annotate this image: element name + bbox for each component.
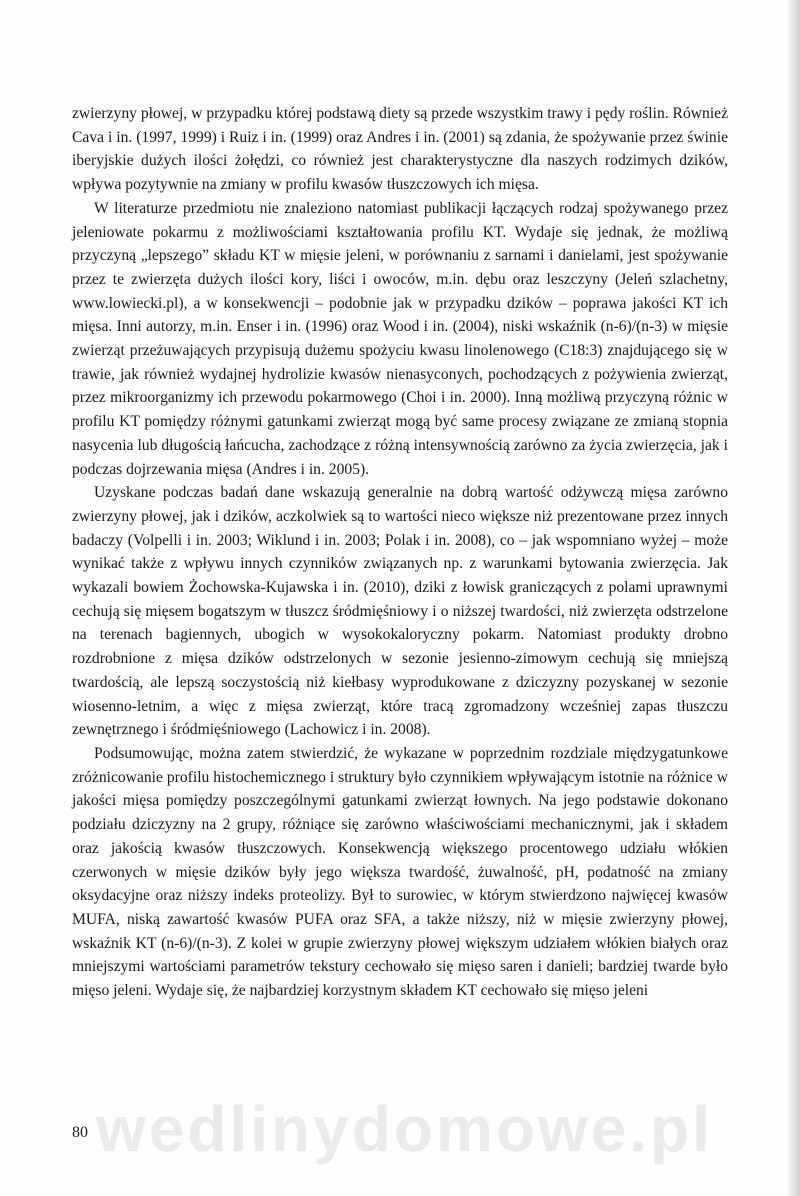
- watermark: wedlinydomowe.pl: [96, 1093, 713, 1165]
- paragraph-2: W literaturze przedmiotu nie znaleziono natomiast publikacji łączących rodzaj spożywanego przez jeleniowate pokarmu z możliwościami kształtowania profilu KT. Wydaje się jednak, że możliwą przyczyną „lepszego” składu KT w mięsie jeleni, w porównaniu z sarnami i danielami, jest spożywanie przez te zwierzęta dużych ilości kory, liści i owoców, m.in. dębu oraz leszczyny (Jeleń szlachetny, www.lowiecki.pl), a w konsekwencji – podobnie jak w przypadku dzików – poprawa jakości KT ich mięsa. Inni autorzy, m.in. Enser i in. (1996) oraz Wood i in. (2004), niski wskaźnik (n-6)/(n-3) w mięsie zwierząt przeżuwających przypisują dużemu spożyciu kwasu linolenowego (C18:3) znajdującego się w trawie, jak również wydajnej hydrolizie kwasów nienasyconych, pochodzących z pożywienia zwierząt, przez mikroorganizmy ich przewodu pokarmowego (Choi i in. 2000). Inną możliwą przyczyną różnic w profilu KT pomiędzy różnymi gatunkami zwierząt mogą być same procesy związane ze zmianą stopnia nasycenia lub długością łańcucha, zachodzące z różną intensywnością zarówno za życia zwierzęcia, jak i podczas dojrzewania mięsa (Andres i in. 2005).: [72, 199, 728, 478]
- paragraph-1: zwierzyny płowej, w przypadku której podstawą diety są przede wszystkim trawy i pędy roślin. Również Cava i in. (1997, 1999) i Ruiz i in. (1999) oraz Andres i in. (2001) są zdania, że spożywanie przez świnie iberyjskie dużych ilości żołędzi, co również jest charakterystyczne dla naszych rodzimych dzików, wpływa pozytywnie na zmiany w profilu kwasów tłuszczowych ich mięsa.: [72, 105, 728, 194]
- body-text: [72, 102, 728, 1003]
- paragraph-4: Podsumowując, można zatem stwierdzić, że wykazane w poprzednim rozdziale międzygatunkowe zróżnicowanie profilu histochemicznego i struktury było czynnikiem wpływającym istotnie na różnice w jakości mięsa pomiędzy poszczególnymi gatunkami zwierząt łownych. Na jego podstawie dokonano podziału dziczyzny na 2 grupy, różniące się zarówno właściwościami mechanicznymi, jak i składem oraz jakością kwasów tłuszczowych. Konsekwencją większego procentowego udziału włókien czerwonych w mięsie dzików były jego większa twardość, żuwalność, pH, podatność na zmiany oksydacyjne oraz niższy indeks proteolizy. Był to surowiec, w którym stwierdzono najwięcej kwasów MUFA, niską zawartość kwasów PUFA oraz SFA, a także niższy, niż w mięsie zwierzyny płowej, wskaźnik KT (n-6)/(n-3). Z kolei w grupie zwierzyny płowej większym udziałem włókien białych oraz mniejszymi wartościami parametrów tekstury cechowało się mięso saren i danieli; bardziej twarde było mięso jeleni. Wydaje się, że najbardziej korzystnym składem KT cechowało się mięso jeleni: [72, 744, 728, 1000]
- page-edge-shadow: [786, 0, 800, 1196]
- page-number: 80: [72, 1124, 88, 1141]
- paragraph-3: Uzyskane podczas badań dane wskazują generalnie na dobrą wartość odżywczą mięsa zarówno zwierzyny płowej, jak i dzików, aczkolwiek są to wartości nieco większe niż prezentowane przez innych badaczy (Volpelli i in. 2003; Wiklund i in. 2003; Polak i in. 2008), co – jak wspomniano wyżej – może wynikać także z wpływu innych czynników związanych np. z warunkami bytowania zwierzęcia. Jak wykazali bowiem Żochowska-Kujawska i in. (2010), dziki z łowisk graniczących z polami uprawnymi cechują się mięsem bogatszym w tłuszcz śródmięśniowy i o niższej twardości, niż zwierzęta odstrzelone na terenach bagiennych, ubogich w wysokokaloryczny pokarm. Natomiast produkty drobno rozdrobnione z mięsa dzików odstrzelonych w sezonie jesienno-zimowym cechują się mniejszą twardością, ale lepszą soczystością niż kiełbasy wyprodukowane z dziczyzny pozyskanej w sezonie wiosenno-letnim, a więc z mięsa zwierząt, które tracą zgromadzony wcześniej zapas tłuszczu zewnętrznego i śródmięśniowego (Lachowicz i in. 2008).: [72, 484, 728, 739]
